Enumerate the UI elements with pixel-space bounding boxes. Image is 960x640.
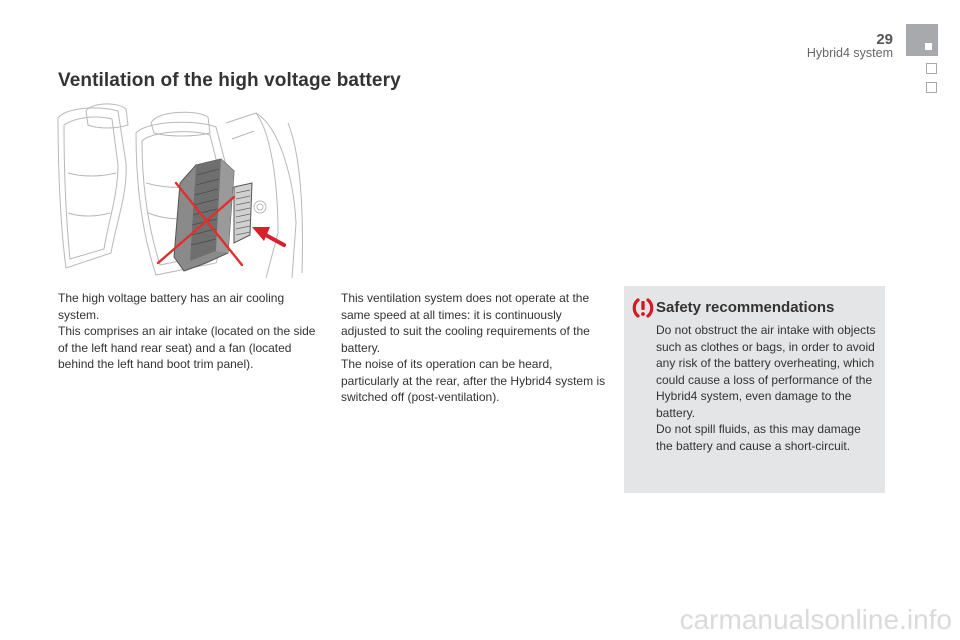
chapter-tab-active[interactable] (906, 24, 938, 56)
paragraph: This comprises an air intake (located on the side of the left hand rear seat) and a fan (located behind the left hand boot trim panel). (58, 324, 316, 371)
intro-column (58, 290, 320, 373)
chapter-tab[interactable] (926, 82, 937, 93)
operation-column (341, 290, 609, 406)
section-name: Hybrid4 system (806, 46, 893, 60)
safety-text (656, 322, 878, 454)
paragraph: This ventilation system does not operate at the same speed at all times: it is continuously adjusted to suit the cooling requirements of the battery. (341, 291, 590, 355)
rear-seat-battery-vent-illustration (56, 103, 306, 281)
paragraph: Do not obstruct the air intake with objects such as clothes or bags, in order to avoid any risk of the battery overheating, which could cause a loss of performance of the Hybrid4 system, even damage to the battery. (656, 323, 876, 420)
safety-title: Safety recommendations (656, 299, 835, 316)
paragraph: The noise of its operation can be heard, particularly at the rear, after the Hybrid4 system is switched off (post-ventilation). (341, 357, 606, 404)
safety-recommendations-box (624, 286, 885, 493)
watermark: carmanualsonline.info (679, 604, 952, 635)
chapter-tab[interactable] (926, 63, 937, 74)
page-title: Ventilation of the high voltage battery (58, 70, 401, 91)
page-number: 29 (876, 31, 893, 48)
paragraph: The high voltage battery has an air cooling system. (58, 291, 285, 322)
paragraph: Do not spill fluids, as this may damage the battery and cause a short-circuit. (656, 422, 861, 453)
warning-icon (632, 297, 654, 319)
